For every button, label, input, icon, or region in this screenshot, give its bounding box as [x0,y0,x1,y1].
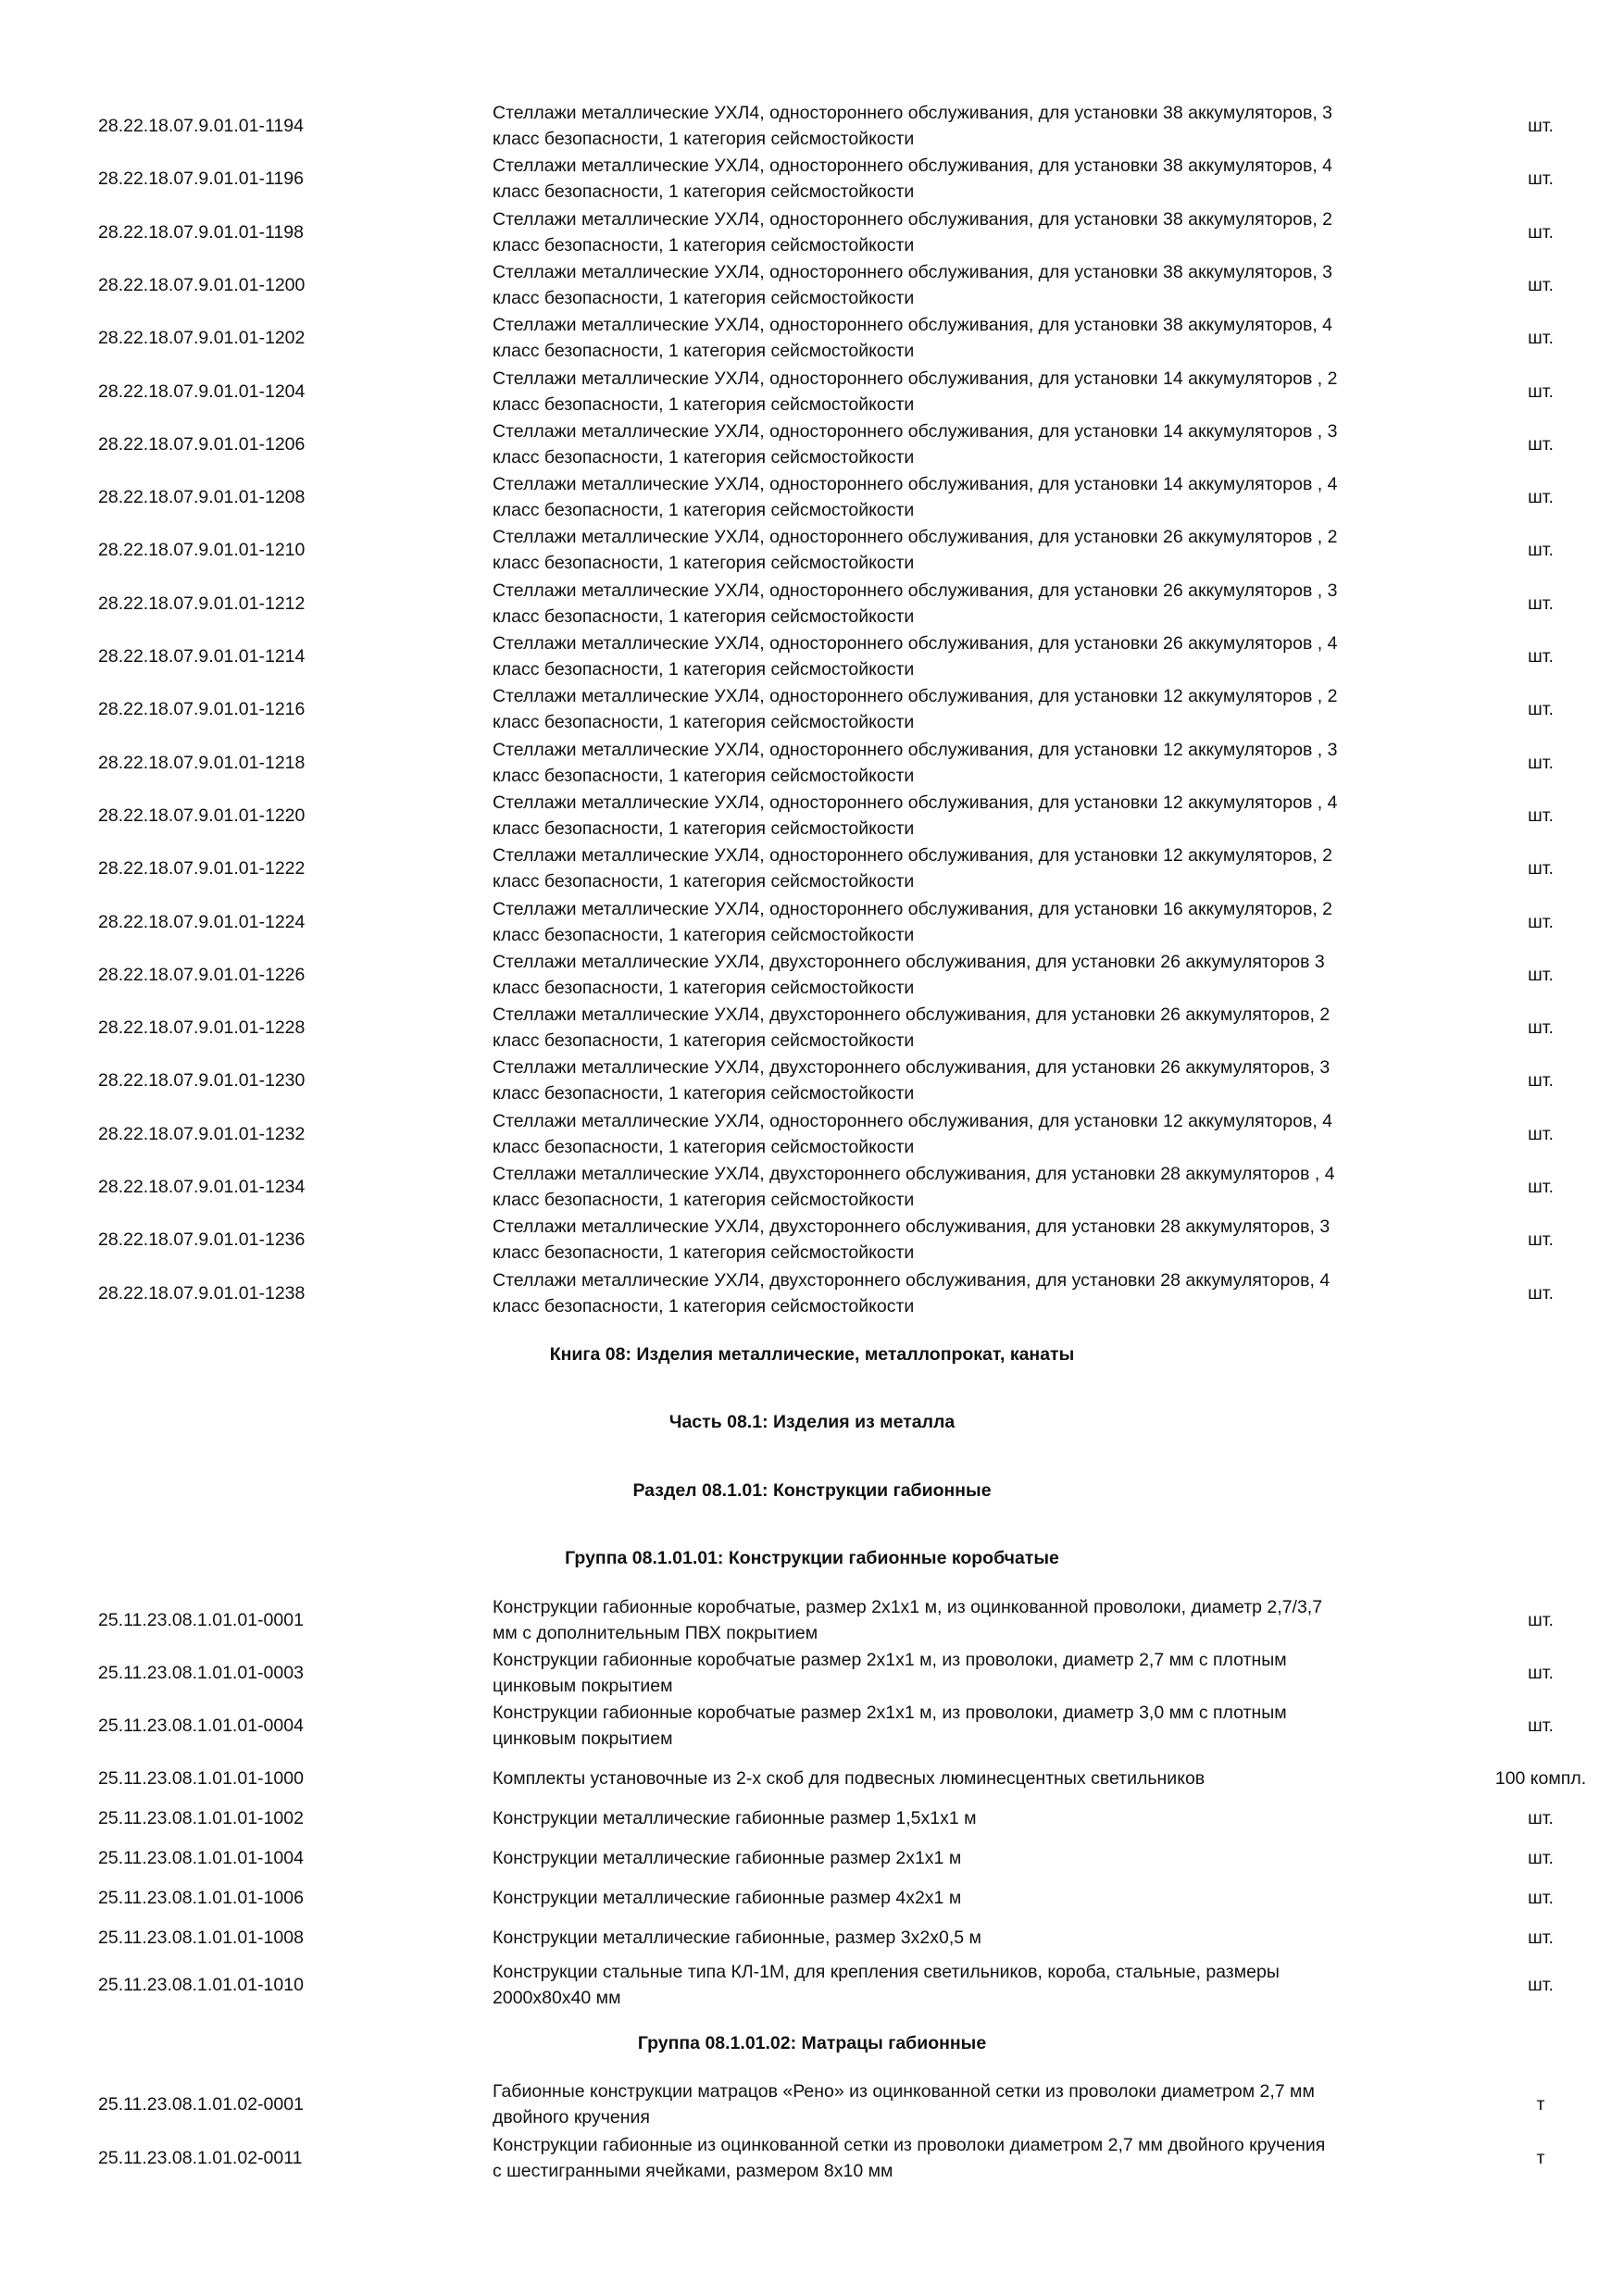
row-code: 28.22.18.07.9.01.01-1206 [98,434,306,455]
row [0,948,1624,1002]
row-name-line: 2000х80х40 мм [493,1988,621,2008]
row-name-line: класс безопасности, 1 категория сейсмостойкости [493,181,915,202]
row-name [493,1161,1437,1213]
row-name-line: класс безопасности, 1 категория сейсмостойкости [493,606,915,627]
row-name-line: Стеллажи металлические УХЛ4, одностороннего обслуживания, для установки 16 аккумуляторов, 2 [493,899,1332,919]
row-code: 28.22.18.07.9.01.01-1234 [98,1177,306,1197]
row-code: 25.11.23.08.1.01.01-1000 [98,1768,304,1789]
row-name-line: Стеллажи металлические УХЛ4, одностороннего обслуживания, для установки 38 аккумуляторов, 2 [493,209,1332,230]
row-unit: шт. [1528,805,1554,826]
row [0,736,1624,790]
row-unit: т [1536,2094,1545,2115]
row-name-line: Стеллажи металлические УХЛ4, двухстороннего обслуживания, для установки 28 аккумуляторов, 3 [493,1217,1330,1237]
row [0,1213,1624,1267]
row-name-line: класс безопасности, 1 категория сейсмостойкости [493,129,915,149]
row-name [493,1594,1437,1646]
row-name [493,1002,1437,1054]
row-name [493,2078,1437,2130]
row-name-line: Конструкции габионные из оцинкованной сетки из проволоки диаметром 2,7 мм двойного кручения [493,2135,1326,2155]
row-code: 28.22.18.07.9.01.01-1204 [98,381,306,402]
row-code: 28.22.18.07.9.01.01-1198 [98,222,304,243]
row-unit: шт. [1528,1928,1554,1948]
row-code: 25.11.23.08.1.01.01-0003 [98,1663,304,1683]
row [0,470,1624,524]
row-name-line: Габионные конструкции матрацов «Рено» из оцинкованной сетки из проволоки диаметром 2,7 мм [493,2081,1315,2102]
row-code: 28.22.18.07.9.01.01-1224 [98,912,306,932]
row-unit: шт. [1528,753,1554,773]
row-name-line: Конструкции металлические габионные размер 4х2х1 м [493,1888,962,1908]
row-name [493,366,1437,418]
row-name-line: класс безопасности, 1 категория сейсмостойкости [493,978,915,998]
row-name-line: Конструкции стальные типа КЛ-1М, для крепления светильников, короба, стальные, размеры [493,1962,1280,1982]
row-name [493,312,1437,364]
row-unit: шт. [1528,328,1554,348]
row-name-line: класс безопасности, 1 категория сейсмостойкости [493,1137,915,1157]
row-unit: шт. [1528,1070,1554,1091]
row-name-line: класс безопасности, 1 категория сейсмостойкости [493,553,915,573]
row-name [493,1805,1437,1831]
row-unit: шт. [1528,222,1554,243]
group-heading: Группа 08.1.01.02: Матрацы габионные [637,2033,987,2053]
row-name-line: класс безопасности, 1 категория сейсмостойкости [493,766,915,786]
row-name [493,578,1437,630]
row-name-line: Конструкции металлические габионные размер 1,5х1х1 м [493,1808,977,1828]
row [0,152,1624,206]
row-code: 25.11.23.08.1.01.01-1002 [98,1808,304,1828]
row-code: 25.11.23.08.1.01.01-1010 [98,1975,304,1995]
row [0,311,1624,365]
row-name-line: класс безопасности, 1 категория сейсмостойкости [493,288,915,308]
row-name-line: Стеллажи металлические УХЛ4, одностороннего обслуживания, для установки 26 аккумуляторов , 3 [493,580,1338,601]
row-name-line: Стеллажи металлические УХЛ4, одностороннего обслуживания, для установки 38 аккумуляторов, 4 [493,156,1332,176]
row-name [493,418,1437,470]
row-name-line: класс безопасности, 1 категория сейсмостойкости [493,659,915,680]
row-name-line: Стеллажи металлические УХЛ4, одностороннего обслуживания, для установки 12 аккумуляторов, 2 [493,845,1332,866]
row-code: 25.11.23.08.1.01.01-1004 [98,1848,304,1868]
row-name-line: класс безопасности, 1 категория сейсмостойкости [493,500,915,520]
row-name [493,630,1437,682]
row [0,365,1624,418]
row-name-line: Стеллажи металлические УХЛ4, двухстороннего обслуживания, для установки 28 аккумуляторов, 4 [493,1270,1330,1291]
row [0,1107,1624,1161]
row-name [493,1959,1437,2011]
row-name [493,949,1437,1001]
row-code: 28.22.18.07.9.01.01-1230 [98,1070,306,1091]
row [0,2078,1624,2131]
row-name [493,683,1437,735]
row [0,206,1624,259]
row [0,1699,1624,1753]
row-name [493,524,1437,576]
row [0,523,1624,577]
row-unit: шт. [1528,1888,1554,1908]
row-name-line: Стеллажи металлические УХЛ4, одностороннего обслуживания, для установки 14 аккумуляторов , 3 [493,421,1338,442]
row-name [493,259,1437,311]
row-unit: шт. [1528,540,1554,560]
row-unit: шт. [1528,965,1554,985]
row-unit: шт. [1528,858,1554,879]
row [0,1958,1624,2012]
row-name-line: класс безопасности, 1 категория сейсмостойкости [493,1296,915,1316]
row-code: 28.22.18.07.9.01.01-1238 [98,1283,306,1304]
row-name-line: класс безопасности, 1 категория сейсмостойкости [493,394,915,415]
row-name-line: мм с дополнительным ПВХ покрытием [493,1623,818,1643]
row-name-line: Стеллажи металлические УХЛ4, одностороннего обслуживания, для установки 38 аккумуляторов, 4 [493,315,1332,335]
row-name [493,471,1437,523]
row-name-line: Стеллажи металлические УХЛ4, двухстороннего обслуживания, для установки 28 аккумуляторов , 4 [493,1164,1335,1184]
row-code: 25.11.23.08.1.01.02-0011 [98,2148,303,2168]
row [0,895,1624,949]
row-name [493,100,1437,152]
row-name-line: Стеллажи металлические УХЛ4, одностороннего обслуживания, для установки 14 аккумуляторов , 4 [493,474,1338,494]
row [0,1054,1624,1107]
row-name [493,842,1437,894]
row-unit: шт. [1528,116,1554,136]
row [0,1160,1624,1214]
row [0,2131,1624,2185]
row-code: 28.22.18.07.9.01.01-1210 [98,540,306,560]
row-name-line: класс безопасности, 1 категория сейсмостойкости [493,235,915,256]
row-unit: шт. [1528,1848,1554,1868]
row-code: 28.22.18.07.9.01.01-1212 [98,593,306,614]
section-heading: Раздел 08.1.01: Конструкции габионные [632,1480,992,1501]
row [0,1646,1624,1700]
row-code: 28.22.18.07.9.01.01-1200 [98,275,306,295]
row [0,99,1624,153]
row-name-line: Комплекты установочные из 2-х скоб для подвесных люминесцентных светильников [493,1768,1206,1789]
row-code: 28.22.18.07.9.01.01-1226 [98,965,306,985]
row-name-line: Стеллажи металлические УХЛ4, одностороннего обслуживания, для установки 12 аккумуляторов, 4 [493,1111,1332,1131]
row-name [493,1054,1437,1106]
row-code: 28.22.18.07.9.01.01-1222 [98,858,306,879]
row-name-line: класс безопасности, 1 категория сейсмостойкости [493,1242,915,1263]
row-name-line: Стеллажи металлические УХЛ4, одностороннего обслуживания, для установки 26 аккумуляторов , 4 [493,633,1338,654]
row-name-line: класс безопасности, 1 категория сейсмостойкости [493,447,915,468]
row-name-line: класс безопасности, 1 категория сейсмостойкости [493,1083,915,1104]
row-code: 25.11.23.08.1.01.01-0001 [98,1610,304,1630]
row-name [493,1766,1437,1791]
row-unit: шт. [1528,487,1554,507]
row-name-line: класс безопасности, 1 категория сейсмостойкости [493,818,915,839]
row-unit: шт. [1528,1283,1554,1304]
row-unit: шт. [1528,434,1554,455]
row-name [493,153,1437,205]
row-code: 28.22.18.07.9.01.01-1232 [98,1124,306,1144]
row-unit: шт. [1528,1124,1554,1144]
row-name-line: Стеллажи металлические УХЛ4, одностороннего обслуживания, для установки 26 аккумуляторов , 2 [493,527,1338,547]
row-name-line: класс безопасности, 1 категория сейсмостойкости [493,712,915,732]
row-unit: шт. [1528,1177,1554,1197]
part-heading: Часть 08.1: Изделия из металла [668,1412,956,1432]
row-name-line: Стеллажи металлические УХЛ4, двухстороннего обслуживания, для установки 26 аккумуляторов, 3 [493,1057,1330,1078]
group-heading: Группа 08.1.01.01: Конструкции габионные коробчатые [565,1548,1059,1568]
row [0,1001,1624,1054]
row-name-line: двойного кручения [493,2107,650,2128]
row-name-line: Конструкции габионные коробчатые размер 2х1х1 м, из проволоки, диаметр 2,7 мм с плотным [493,1650,1287,1670]
row-code: 25.11.23.08.1.01.01-0004 [98,1716,304,1736]
row-name-line: цинковым покрытием [493,1676,673,1696]
row-name-line: Стеллажи металлические УХЛ4, двухстороннего обслуживания, для установки 26 аккумуляторов, 2 [493,1004,1330,1025]
row-name-line: Стеллажи металлические УХЛ4, одностороннего обслуживания, для установки 14 аккумуляторов , 2 [493,368,1338,389]
row-unit: шт. [1528,1610,1554,1630]
row-name [493,1267,1437,1319]
row-name-line: класс безопасности, 1 категория сейсмостойкости [493,925,915,945]
row-name-line: Стеллажи металлические УХЛ4, одностороннего обслуживания, для установки 12 аккумуляторов , 2 [493,686,1338,706]
row-name-line: класс безопасности, 1 категория сейсмостойкости [493,1030,915,1051]
row-code: 28.22.18.07.9.01.01-1196 [98,168,304,189]
row [0,577,1624,630]
row-name-line: Конструкции габионные коробчатые размер 2х1х1 м, из проволоки, диаметр 3,0 мм с плотным [493,1703,1287,1723]
row-name [493,2132,1437,2184]
row-unit: шт. [1528,1017,1554,1038]
row [0,630,1624,683]
row-name-line: класс безопасности, 1 категория сейсмостойкости [493,1190,915,1210]
row-code: 28.22.18.07.9.01.01-1194 [98,116,304,136]
row-code: 28.22.18.07.9.01.01-1202 [98,328,306,348]
row [0,1593,1624,1647]
row [0,258,1624,312]
row-unit: шт. [1528,912,1554,932]
row-name-line: Стеллажи металлические УХЛ4, одностороннего обслуживания, для установки 12 аккумуляторов , 4 [493,792,1338,813]
row [0,418,1624,471]
row-name-line: класс безопасности, 1 категория сейсмостойкости [493,871,915,892]
row-name [493,206,1437,258]
row-unit: 100 компл. [1494,1768,1587,1789]
row-code: 28.22.18.07.9.01.01-1220 [98,805,306,826]
row-name-line: с шестигранными ячейками, размером 8х10 мм [493,2161,893,2181]
row-unit: шт. [1528,593,1554,614]
row-unit: шт. [1528,646,1554,667]
row-name-line: класс безопасности, 1 категория сейсмостойкости [493,341,915,361]
row-name-line: цинковым покрытием [493,1728,673,1749]
row-name [493,1700,1437,1752]
row-code: 25.11.23.08.1.01.02-0001 [98,2094,304,2115]
row [0,842,1624,895]
row-unit: т [1536,2148,1545,2168]
row-name-line: Конструкции габионные коробчатые, размер 2х1х1 м, из оцинкованной проволоки, диаметр 2,7/3,7 [493,1597,1323,1617]
row-name-line: Конструкции металлические габионные размер 2х1х1 м [493,1848,962,1868]
row-name [493,896,1437,948]
row-unit: шт. [1528,1716,1554,1736]
row-name [493,1214,1437,1266]
row [0,682,1624,736]
row-unit: шт. [1528,1975,1554,1995]
row-name [493,1647,1437,1699]
row-name-line: Стеллажи металлические УХЛ4, одностороннего обслуживания, для установки 38 аккумуляторов, 3 [493,103,1332,123]
row-name-line: Стеллажи металлические УХЛ4, двухстороннего обслуживания, для установки 26 аккумуляторов 3 [493,952,1325,972]
row-code: 28.22.18.07.9.01.01-1236 [98,1229,306,1250]
row-name [493,1845,1437,1871]
row-code: 28.22.18.07.9.01.01-1218 [98,753,306,773]
row [0,789,1624,842]
row-unit: шт. [1528,699,1554,719]
row-name [493,790,1437,842]
row-name [493,1885,1437,1911]
row [0,1267,1624,1320]
row-unit: шт. [1528,1229,1554,1250]
row-unit: шт. [1528,168,1554,189]
row-name-line: Конструкции металлические габионные, размер 3х2х0,5 м [493,1928,981,1948]
row-name-line: Стеллажи металлические УХЛ4, одностороннего обслуживания, для установки 12 аккумуляторов , 3 [493,740,1338,760]
book-heading: Книга 08: Изделия металлические, металлопрокат, канаты [549,1344,1075,1365]
row-code: 28.22.18.07.9.01.01-1208 [98,487,306,507]
row-code: 28.22.18.07.9.01.01-1214 [98,646,306,667]
row-name [493,1108,1437,1160]
row-code: 28.22.18.07.9.01.01-1228 [98,1017,306,1038]
row-name [493,737,1437,789]
row-name-line: Стеллажи металлические УХЛ4, одностороннего обслуживания, для установки 38 аккумуляторов, 3 [493,262,1332,282]
row-unit: шт. [1528,275,1554,295]
row-name [493,1925,1437,1951]
row-code: 25.11.23.08.1.01.01-1006 [98,1888,304,1908]
row-unit: шт. [1528,1808,1554,1828]
row-unit: шт. [1528,1663,1554,1683]
row-code: 28.22.18.07.9.01.01-1216 [98,699,306,719]
row-unit: шт. [1528,381,1554,402]
row-code: 25.11.23.08.1.01.01-1008 [98,1928,304,1948]
